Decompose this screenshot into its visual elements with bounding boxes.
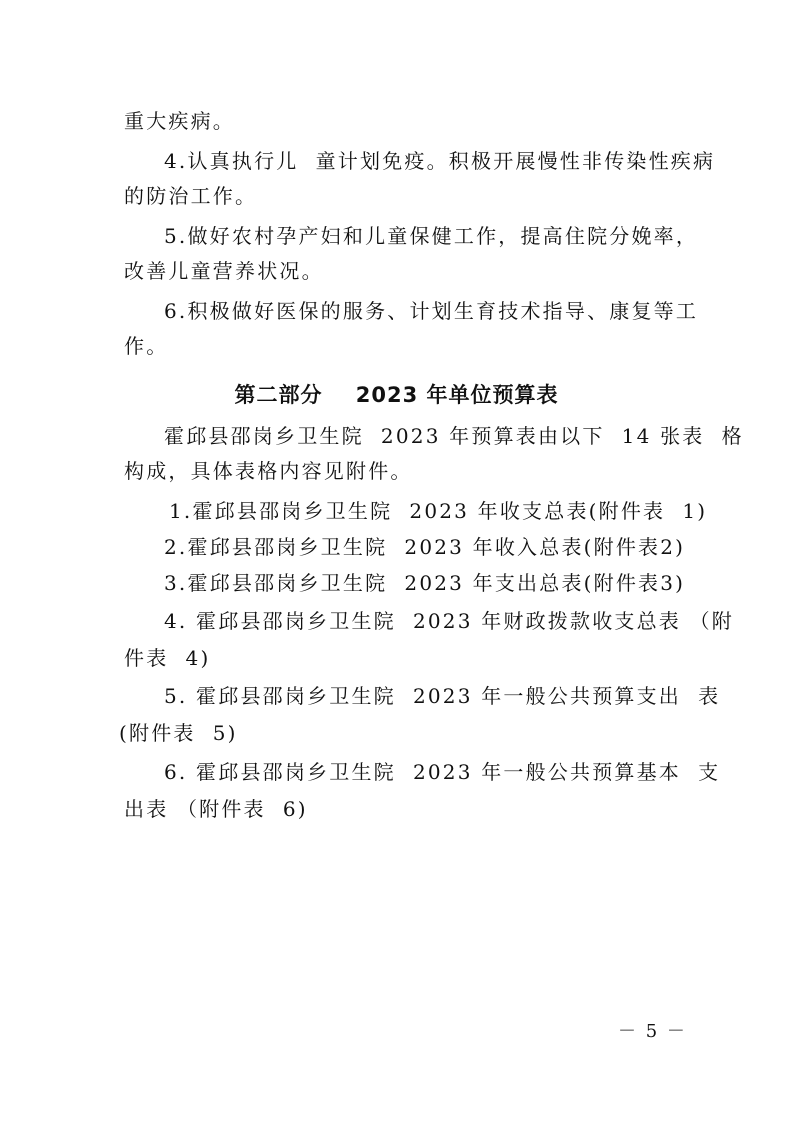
paragraph-line: 的防治工作。 bbox=[124, 184, 258, 208]
table-list-item: 件表 4) bbox=[124, 646, 211, 670]
page-number: － 5 － bbox=[618, 1021, 687, 1042]
table-list-item: (附件表 5) bbox=[119, 721, 238, 745]
section-heading: 第二部分 2023 年单位预算表 bbox=[234, 383, 559, 407]
table-list-item: 3.霍邱县邵岗乡卫生院 2023 年支出总表(附件表3) bbox=[164, 571, 686, 595]
paragraph-line: 作。 bbox=[124, 334, 169, 358]
intro-line: 霍邱县邵岗乡卫生院 2023 年预算表由以下 14 张表 格 bbox=[164, 424, 744, 448]
paragraph-line: 5.做好农村孕产妇和儿童保健工作，提高住院分娩率， bbox=[164, 224, 699, 248]
paragraph-line: 改善儿童营养状况。 bbox=[124, 259, 324, 283]
table-list-item: 6. 霍邱县邵岗乡卫生院 2023 年一般公共预算基本 支 bbox=[164, 760, 721, 784]
intro-line: 构成，具体表格内容见附件。 bbox=[124, 459, 413, 483]
table-list-item: 2.霍邱县邵岗乡卫生院 2023 年收入总表(附件表2) bbox=[164, 535, 686, 559]
table-list-item: 1.霍邱县邵岗乡卫生院 2023 年收支总表(附件表 1) bbox=[169, 499, 708, 523]
paragraph-line: 4.认真执行儿 童计划免疫。积极开展慢性非传染性疾病 bbox=[164, 149, 716, 173]
table-list-item: 4. 霍邱县邵岗乡卫生院 2023 年财政拨款收支总表 （附 bbox=[164, 609, 734, 633]
paragraph-line: 重大疾病。 bbox=[124, 109, 235, 133]
table-list-item: 5. 霍邱县邵岗乡卫生院 2023 年一般公共预算支出 表 bbox=[164, 684, 721, 708]
table-list-item: 出表 （附件表 6) bbox=[124, 797, 308, 821]
paragraph-line: 6.积极做好医保的服务、计划生育技术指导、康复等工 bbox=[164, 299, 699, 323]
